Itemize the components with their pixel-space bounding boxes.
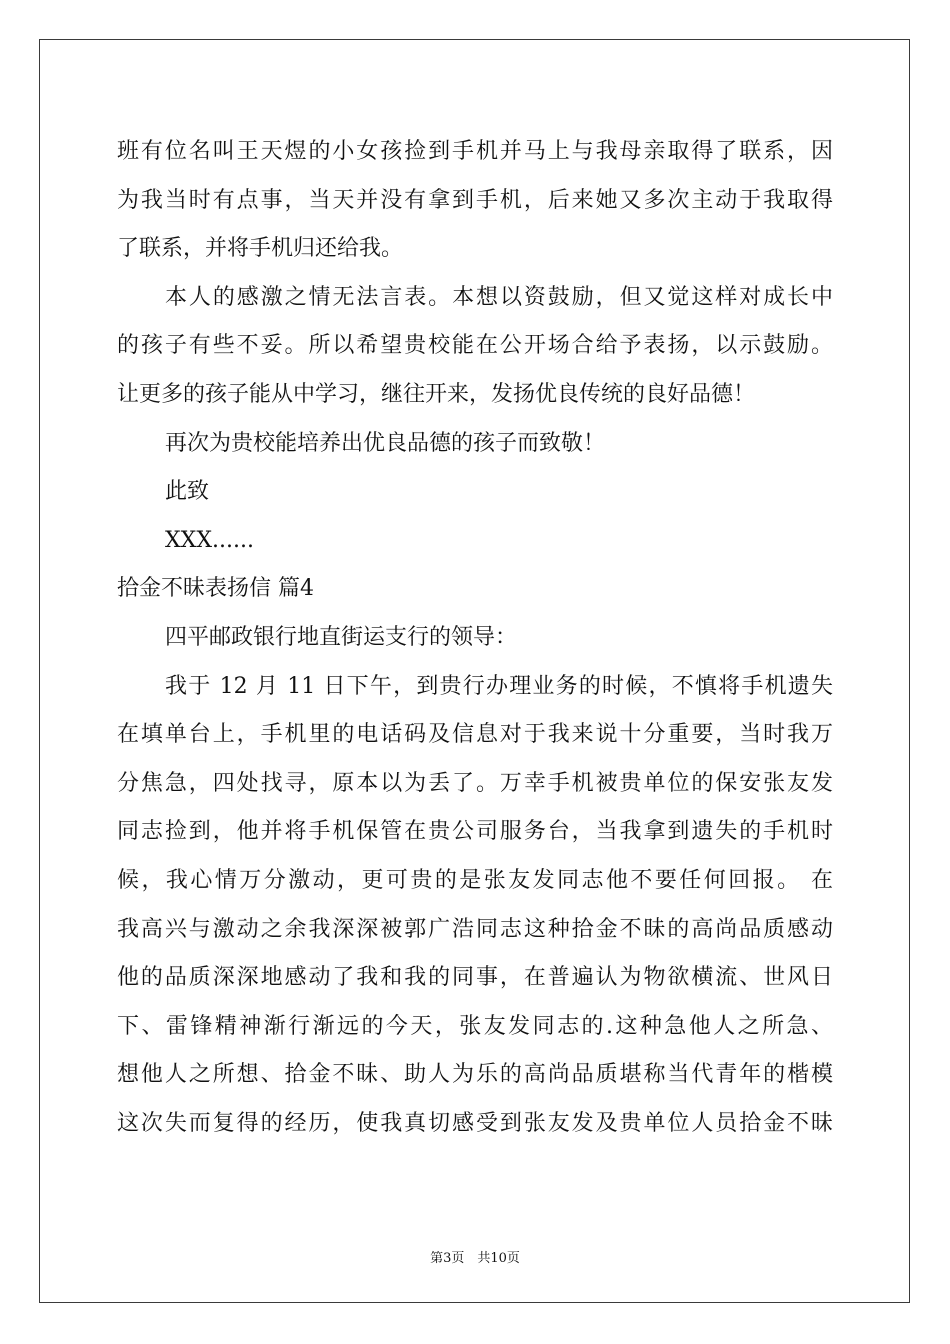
text-line: 为我当时有点事，当天并没有拿到手机，后来她又多次主动于我取得 xyxy=(117,187,833,213)
text-line: 再次为贵校能培养出优良品德的孩子而致敬！ xyxy=(165,430,606,456)
text-line: 让更多的孩子能从中学习，继往开来，发扬优良传统的良好品德！ xyxy=(117,381,756,407)
text-line: 我高兴与激动之余我深深被郭广浩同志这种拾金不昧的高尚品质感动 xyxy=(117,916,833,942)
text-line: 我于 12 月 11 日下午，到贵行办理业务的时候，不慎将手机遗失 xyxy=(165,673,833,699)
text-line: 他的品质深深地感动了我和我的同事，在普遍认为物欲横流、世风日 xyxy=(117,965,833,991)
text-line: 候，我心情万分激动，更可贵的是张友发同志他不要任何回报。 在 xyxy=(117,867,833,893)
text-line: 想他人之所想、拾金不昧、助人为乐的高尚品质堪称当代青年的楷模 xyxy=(117,1062,833,1088)
text-line: 班有位名叫王天煜的小女孩捡到手机并马上与我母亲取得了联系，因 xyxy=(117,139,833,164)
signature: XXX...... xyxy=(165,527,254,553)
text-line: 分焦急，四处找寻，原本以为丢了。万幸手机被贵单位的保安张友发 xyxy=(117,770,833,796)
text-line: 了联系，并将手机归还给我。 xyxy=(117,236,404,262)
text-line: 本人的感激之情无法言表。本想以资鼓励，但又觉这样对成长中 xyxy=(165,284,833,310)
section-heading: 拾金不昧表扬信 篇4 xyxy=(117,576,314,602)
text-line: 同志捡到，他并将手机保管在贵公司服务台，当我拿到遗失的手机时 xyxy=(117,819,833,845)
text-line: 在填单台上，手机里的电话码及信息对于我来说十分重要，当时我万 xyxy=(117,722,833,748)
document-body xyxy=(117,128,833,1148)
text-line: 这次失而复得的经历，使我真切感受到张友发及贵单位人员拾金不昧 xyxy=(117,1110,833,1136)
page-number: 第3页 共10页 xyxy=(430,1251,520,1266)
text-line: 的孩子有些不妥。所以希望贵校能在公开场合给予表扬，以示鼓励。 xyxy=(117,333,833,359)
text-line: 下、雷锋精神渐行渐远的今天，张友发同志的.这种急他人之所急、 xyxy=(117,1013,833,1039)
closing-salutation: 此致 xyxy=(165,479,210,505)
letter-greeting: 四平邮政银行地直街运支行的领导： xyxy=(165,624,518,650)
